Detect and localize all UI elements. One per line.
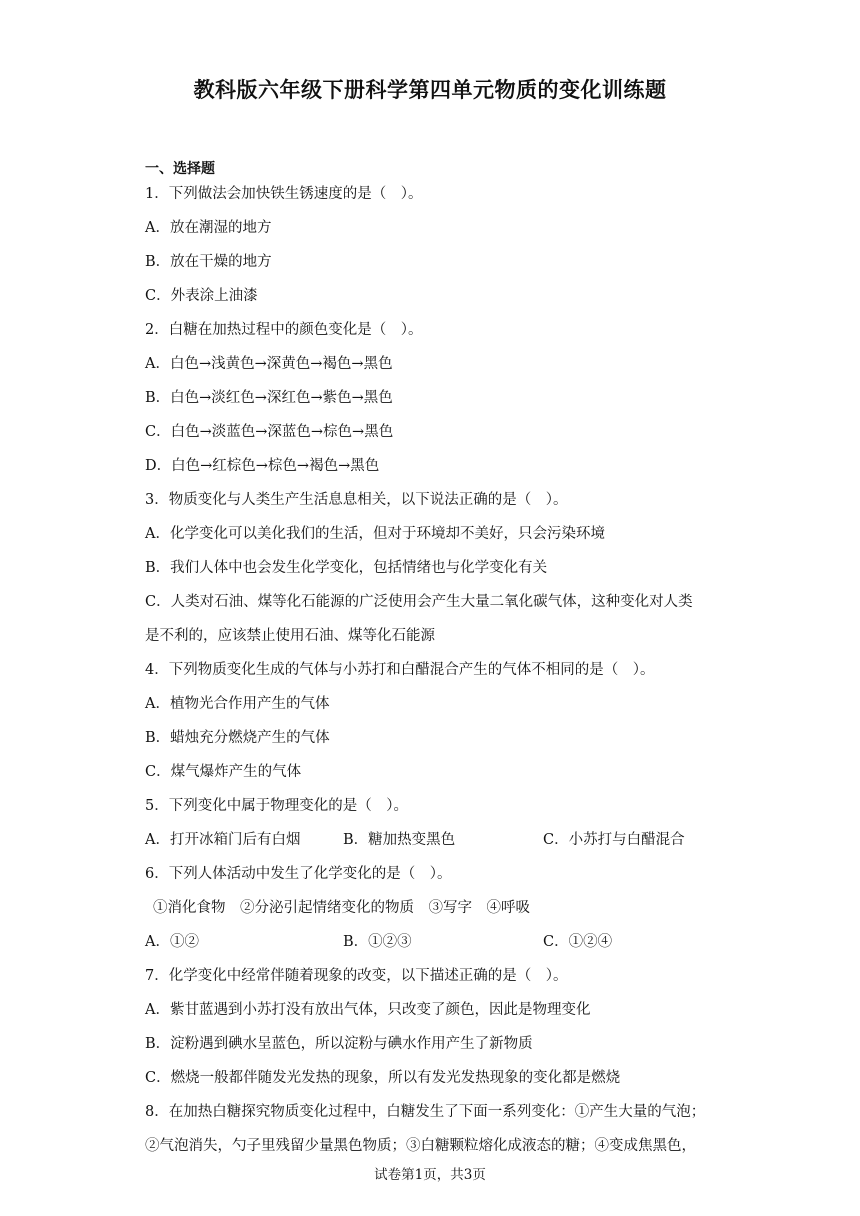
question-5-option-b: B．糖加热变黑色 — [343, 832, 456, 848]
question-7-stem: 7．化学变化中经常伴随着现象的改变，以下描述正确的是（ ）。 — [145, 968, 568, 984]
question-2-option-c: C．白色→淡蓝色→深蓝色→棕色→黑色 — [145, 424, 394, 440]
question-2-stem: 2．白糖在加热过程中的颜色变化是（ ）。 — [145, 322, 423, 338]
question-6-option-a: A．①② — [145, 934, 199, 950]
question-4-option-a: A．植物光合作用产生的气体 — [145, 696, 330, 712]
question-1-option-c: C．外表涂上油漆 — [145, 288, 258, 304]
question-1-option-a: A．放在潮湿的地方 — [145, 220, 272, 236]
question-7-option-b: B．淀粉遇到碘水呈蓝色，所以淀粉与碘水作用产生了新物质 — [145, 1036, 533, 1052]
page-title: 教科版六年级下册科学第四单元物质的变化训练题 — [193, 77, 667, 102]
question-4-stem: 4．下列物质变化生成的气体与小苏打和白醋混合产生的气体不相同的是（ ）。 — [145, 662, 655, 678]
question-4-option-b: B．蜡烛充分燃烧产生的气体 — [145, 730, 330, 746]
question-2-option-a: A．白色→浅黄色→深黄色→褐色→黑色 — [145, 356, 393, 372]
question-8-stem-continued: ②气泡消失，勺子里残留少量黑色物质；③白糖颗粒熔化成液态的糖；④变成焦黑色， — [145, 1138, 696, 1154]
page-footer: 试卷第1页，共3页 — [374, 1167, 486, 1183]
question-8-stem: 8．在加热白糖探究物质变化过程中，白糖发生了下面一系列变化：①产生大量的气泡； — [145, 1104, 706, 1120]
question-3-option-c-continued: 是不利的，应该禁止使用石油、煤等化石能源 — [145, 628, 435, 644]
question-7-option-a: A．紫甘蓝遇到小苏打没有放出气体，只改变了颜色，因此是物理变化 — [145, 1002, 591, 1018]
question-6-stem: 6．下列人体活动中发生了化学变化的是（ ）。 — [145, 866, 452, 882]
question-4-option-c: C．煤气爆炸产生的气体 — [145, 764, 302, 780]
question-6-option-c: C．①②④ — [543, 934, 613, 950]
question-2-option-b: B．白色→淡红色→深红色→紫色→黑色 — [145, 390, 393, 406]
question-3-option-b: B．我们人体中也会发生化学变化，包括情绪也与化学变化有关 — [145, 560, 548, 576]
question-6-items: ①消化食物 ②分泌引起情绪变化的物质 ③写字 ④呼吸 — [153, 900, 530, 916]
section-heading: 一、选择题 — [145, 161, 215, 177]
question-3-stem: 3．物质变化与人类生产生活息息相关，以下说法正确的是（ ）。 — [145, 492, 568, 508]
question-1-option-b: B．放在干燥的地方 — [145, 254, 272, 270]
question-5-option-a: A．打开冰箱门后有白烟 — [145, 832, 301, 848]
question-3-option-a: A．化学变化可以美化我们的生活，但对于环境却不美好，只会污染环境 — [145, 526, 605, 542]
question-2-option-d: D．白色→红棕色→棕色→褐色→黑色 — [145, 458, 380, 474]
question-5-stem: 5．下列变化中属于物理变化的是（ ）。 — [145, 798, 408, 814]
question-3-option-c: C．人类对石油、煤等化石能源的广泛使用会产生大量二氧化碳气体，这种变化对人类 — [145, 594, 693, 610]
question-1-stem: 1．下列做法会加快铁生锈速度的是（ ）。 — [145, 186, 423, 202]
question-5-option-c: C．小苏打与白醋混合 — [543, 832, 685, 848]
question-6-option-b: B．①②③ — [343, 934, 412, 950]
question-7-option-c: C．燃烧一般都伴随发光发热的现象，所以有发光发热现象的变化都是燃烧 — [145, 1070, 621, 1086]
